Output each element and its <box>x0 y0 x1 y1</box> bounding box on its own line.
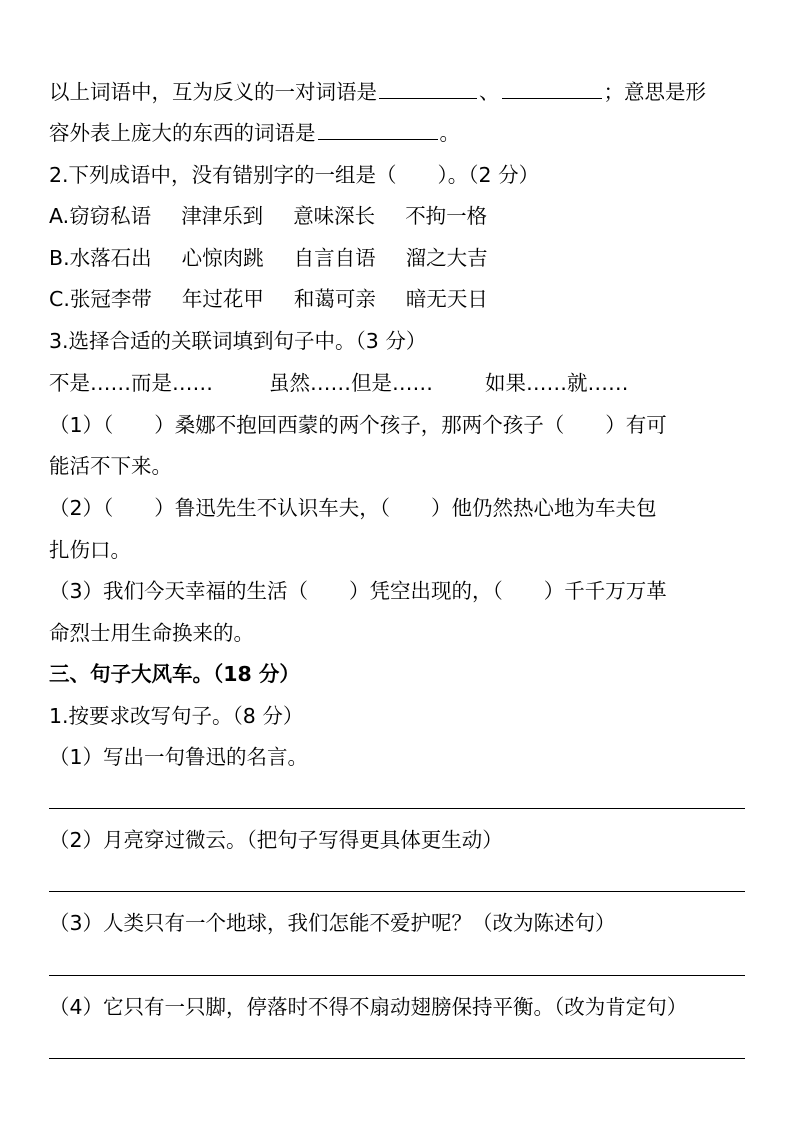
rewrite-item-2: （2）月亮穿过微云。（把句子写得更具体更生动） <box>49 828 503 852</box>
option-item: 不拘一格 <box>405 204 488 228</box>
q3-item-3-line-2: 命烈士用生命换来的。 <box>49 621 254 645</box>
option-item: 水落石出 <box>69 246 152 270</box>
q3-item-2-line-1[interactable]: （2）（ ）鲁迅先生不认识车夫，（ ）他仍然热心地为车夫包 <box>49 496 657 520</box>
rewrite-item-4: （4）它只有一只脚，停落时不得不扇动翅膀保持平衡。（改为肯定句） <box>49 995 688 1019</box>
option-item: 溜之大吉 <box>405 246 488 270</box>
q1-line1-suffix: ；意思是形 <box>603 80 706 104</box>
q2-option-a[interactable] <box>49 202 487 230</box>
option-letter: B. <box>49 246 70 270</box>
q3-item-2-line-2: 扎伤口。 <box>49 538 131 562</box>
q3-item-3-line-1[interactable]: （3）我们今天幸福的生活（ ）凭空出现的，（ ）千千万万革 <box>49 579 667 603</box>
conjunction-option: 不是……而是…… <box>49 371 213 395</box>
option-item: 心惊肉跳 <box>181 246 264 270</box>
rewrite-item-3: （3）人类只有一个地球，我们怎能不爱护呢？（改为陈述句） <box>49 911 616 935</box>
answer-line-2[interactable] <box>49 891 745 892</box>
q1-line-2 <box>49 119 460 147</box>
q2-option-b[interactable] <box>49 244 488 272</box>
q3-item-1-line-1[interactable]: （1）（ ）桑娜不抱回西蒙的两个孩子，那两个孩子（ ）有可 <box>49 413 667 437</box>
q2-stem: 2.下列成语中，没有错别字的一组是（ ）。（2 分） <box>49 163 540 187</box>
option-letter: A. <box>49 204 70 228</box>
option-item: 和蔼可亲 <box>293 287 376 311</box>
option-item: 津津乐到 <box>181 204 264 228</box>
option-item: 窃窃私语 <box>69 204 152 228</box>
answer-line-4[interactable] <box>49 1058 745 1059</box>
q3-item-1-line-2: 能活不下来。 <box>49 454 172 478</box>
q1-line1-prefix: 以上词语中，互为反义的一对词语是 <box>49 80 377 104</box>
rewrite-item-1: （1）写出一句鲁迅的名言。 <box>49 745 309 769</box>
option-item: 年过花甲 <box>181 287 264 311</box>
option-item: 意味深长 <box>293 204 376 228</box>
q2-option-c[interactable] <box>49 285 488 313</box>
option-letter: C. <box>49 287 70 311</box>
q1-line1-sep: 、 <box>479 80 500 104</box>
answer-line-1[interactable] <box>49 808 745 809</box>
answer-line-3[interactable] <box>49 975 745 976</box>
conjunction-option: 虽然……但是…… <box>269 371 433 395</box>
q1-line2-prefix: 容外表上庞大的东西的词语是 <box>49 121 316 145</box>
q3-stem: 3.选择合适的关联词填到句子中。（3 分） <box>49 329 427 353</box>
q3-conjunctions <box>49 369 629 397</box>
q1-line2-suffix: 。 <box>439 121 460 145</box>
q1-blank-antonym-1[interactable] <box>379 78 477 99</box>
option-item: 暗无天日 <box>405 287 488 311</box>
section-3-sub-1: 1.按要求改写句子。（8 分） <box>49 704 304 728</box>
q1-blank-meaning[interactable] <box>318 119 438 140</box>
option-item: 张冠李带 <box>69 287 152 311</box>
q1-blank-antonym-2[interactable] <box>502 78 602 99</box>
section-3-heading: 三、句子大风车。（18 分） <box>49 662 300 686</box>
conjunction-option: 如果……就…… <box>485 371 629 395</box>
option-item: 自言自语 <box>293 246 376 270</box>
q1-line-1 <box>49 78 706 106</box>
